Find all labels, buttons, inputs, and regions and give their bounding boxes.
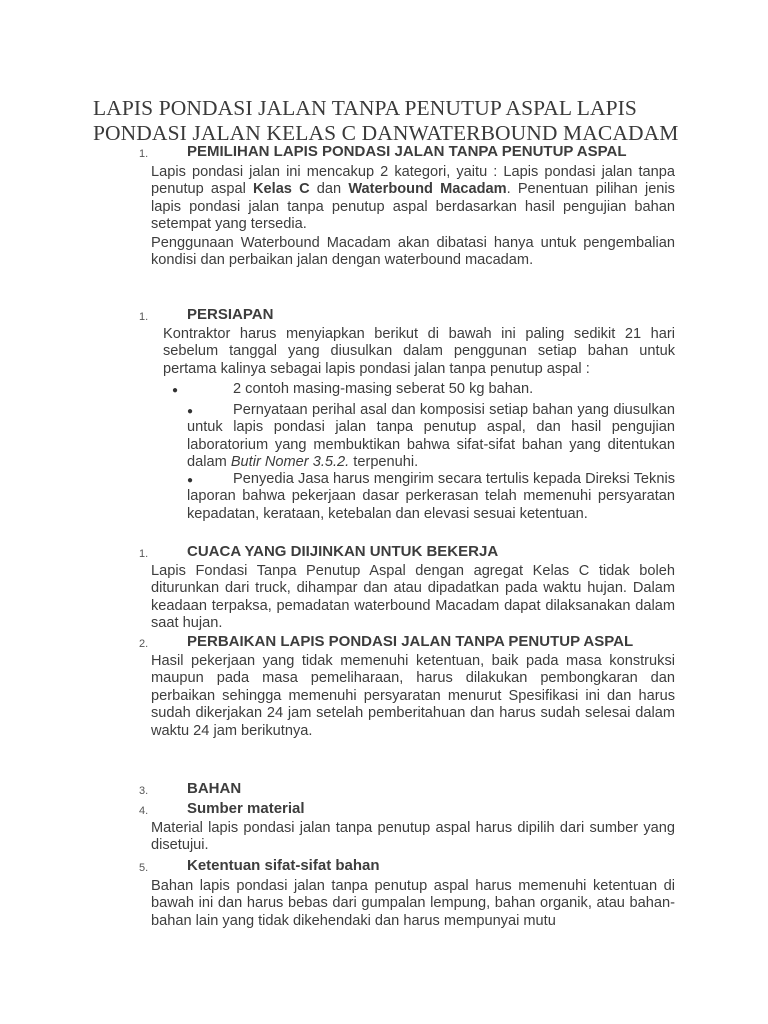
list-item-penyedia: [187, 471, 675, 523]
paragraph-text: dan: [309, 181, 349, 198]
section-number: 1.: [139, 148, 149, 160]
bullet-icon: ●: [187, 406, 194, 417]
paragraph-ketentuan: Bahan lapis pondasi jalan tanpa penutup aspal harus memenuhi ketentuan di bawah ini dan harus bebas dari gumpalan lempung, bahan organik, atau bahan-bahan lain yang tidak dikehendaki dan harus mempunyai mutu: [151, 878, 675, 929]
list-item-text: Pernyataan perihal asal dan komposisi setiap bahan yang diusulkan untuk lapis pondasi jalan tanpa penutup aspal, dan hasil pengujian laboratorium yang membuktikan bahwa sifat-sifat bahan yang ditentukan dalam: [187, 402, 675, 471]
section-heading-ketentuan: Ketentuan sifat-sifat bahan: [187, 857, 380, 874]
section-number: 4.: [139, 805, 149, 817]
section-heading-pemilihan: PEMILIHAN LAPIS PONDASI JALAN TANPA PENUTUP ASPAL: [187, 143, 627, 160]
bold-kelas-c: Kelas C: [252, 181, 310, 198]
paragraph-text: Lapis pondasi jalan ini mencakup 2 kategori, yaitu : Lapis pondasi jalan tanpa penutup aspal: [151, 164, 675, 198]
paragraph-sumber-material: Material lapis pondasi jalan tanpa penutup aspal harus dipilih dari sumber yang disetujui.: [151, 820, 675, 854]
list-item-text: Penyedia Jasa harus mengirim secara tertulis kepada Direksi Teknis laporan bahwa pekerjaan dasar perkerasan telah memenuhi persyaratan kepadatan, kerataan, ketebalan dan elevasi sesuai ketentuan.: [187, 471, 675, 522]
section-number: 1.: [139, 311, 149, 323]
section-number: 3.: [139, 785, 149, 797]
paragraph-kontraktor: Kontraktor harus menyiapkan berikut di bawah ini paling sedikit 21 hari sebelum tanggal yang diusulkan dalam penggunan setiap bahan untuk pertama kalinya sebagai lapis pondasi jalan tanpa penutup aspal :: [163, 326, 675, 377]
paragraph-perbaikan: Hasil pekerjaan yang tidak memenuhi ketentuan, baik pada masa konstruksi maupun pada masa pemeliharaan, harus dilakukan pembongkaran dan perbaikan sehingga memenuhi persyaratan menurut Spesifikasi ini dan harus sudah dikerjakan 24 jam setelah pemberitahuan dan harus sudah selesai dalam waktu 24 jam berikutnya.: [151, 653, 675, 739]
section-number: 5.: [139, 862, 149, 874]
section-heading-cuaca: CUACA YANG DIIJINKAN UNTUK BEKERJA: [187, 543, 499, 560]
paragraph-kategori: [151, 164, 675, 234]
bullet-icon: ●: [187, 475, 194, 486]
document-title: LAPIS PONDASI JALAN TANPA PENUTUP ASPAL LAPIS PONDASI JALAN KELAS C DANWATERBOUND MACADAM: [93, 96, 679, 145]
paragraph-text: . Penentuan pilihan jenis lapis pondasi jalan tanpa penutup aspal berdasarkan hasil pengujian bahan setempat yang tersedia.: [151, 181, 675, 233]
section-heading-sumber-material: Sumber material: [187, 800, 305, 817]
section-number: 1.: [139, 548, 149, 560]
section-heading-perbaikan: PERBAIKAN LAPIS PONDASI JALAN TANPA PENUTUP ASPAL: [187, 633, 634, 650]
list-item-pernyataan: [187, 402, 675, 472]
paragraph-penggunaan: Penggunaan Waterbound Macadam akan dibatasi hanya untuk pengembalian kondisi dan perbaikan jalan dengan waterbound macadam.: [151, 235, 675, 269]
list-item-contoh: [187, 381, 675, 398]
paragraph-cuaca: Lapis Fondasi Tanpa Penutup Aspal dengan agregat Kelas C tidak boleh diturunkan dari truck, dihampar dan atau dipadatkan pada waktu hujan. Dalam keadaan terpaksa, pemadatan waterbound Macadam dapat dilaksanakan dalam saat hujan.: [151, 563, 675, 632]
section-number: 2.: [139, 638, 149, 650]
section-heading-persiapan: PERSIAPAN: [187, 306, 274, 323]
bold-waterbound-macadam: Waterbound Macadam: [348, 181, 507, 198]
list-item-text: 2 contoh masing-masing seberat 50 kg bahan.: [233, 381, 534, 397]
list-item-text: terpenuhi.: [349, 454, 419, 471]
italic-butir-nomer: Butir Nomer 3.5.2.: [230, 454, 350, 471]
section-heading-bahan: BAHAN: [187, 780, 242, 797]
bullet-icon: ●: [172, 385, 179, 396]
